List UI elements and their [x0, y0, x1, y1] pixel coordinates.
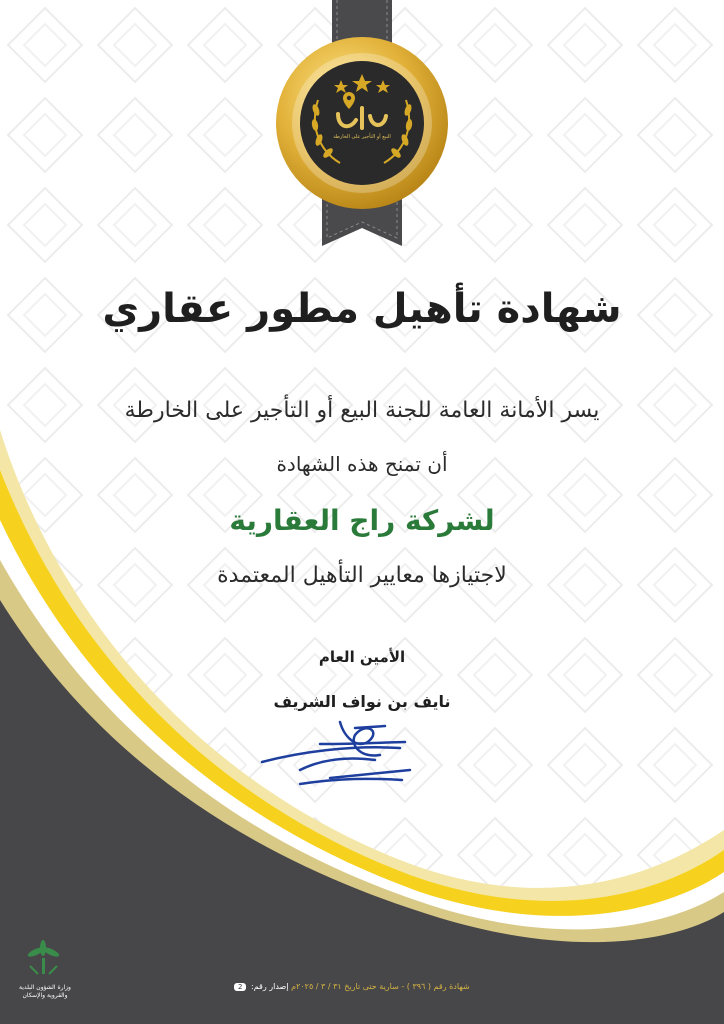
- certificate-intro-line: يسر الأمانة العامة للجنة البيع أو التأجير على الخارطة: [124, 398, 600, 423]
- certificate-footer: [232, 982, 532, 991]
- certificate-grant-line: أن تمنح هذه الشهادة: [276, 452, 448, 476]
- badge-subtitle: البيع أو التأجير على الخارطة: [333, 134, 391, 140]
- certificate-number: شهادة رقم ( ٣٩٦ ) - سارية حتى تاريخ ٣١ / ٣ / ٢٠٢٥م: [291, 982, 470, 991]
- signatory-title: الأمين العام: [318, 648, 406, 666]
- issue-label: إصدار رقم:: [251, 982, 289, 991]
- issue-number: 2: [234, 983, 246, 991]
- signatory-name: نايف بن نواف الشريف: [273, 692, 451, 711]
- certificate-reason-line: لاجتيازها معايير التأهيل المعتمدة: [217, 563, 507, 588]
- company-name: لشركة راج العقارية: [229, 504, 495, 537]
- certificate-title: شهادة تأهيل مطور عقاري: [102, 286, 622, 332]
- ministry-name: وزارة الشؤون البلدية والقروية والإسكان: [19, 984, 71, 999]
